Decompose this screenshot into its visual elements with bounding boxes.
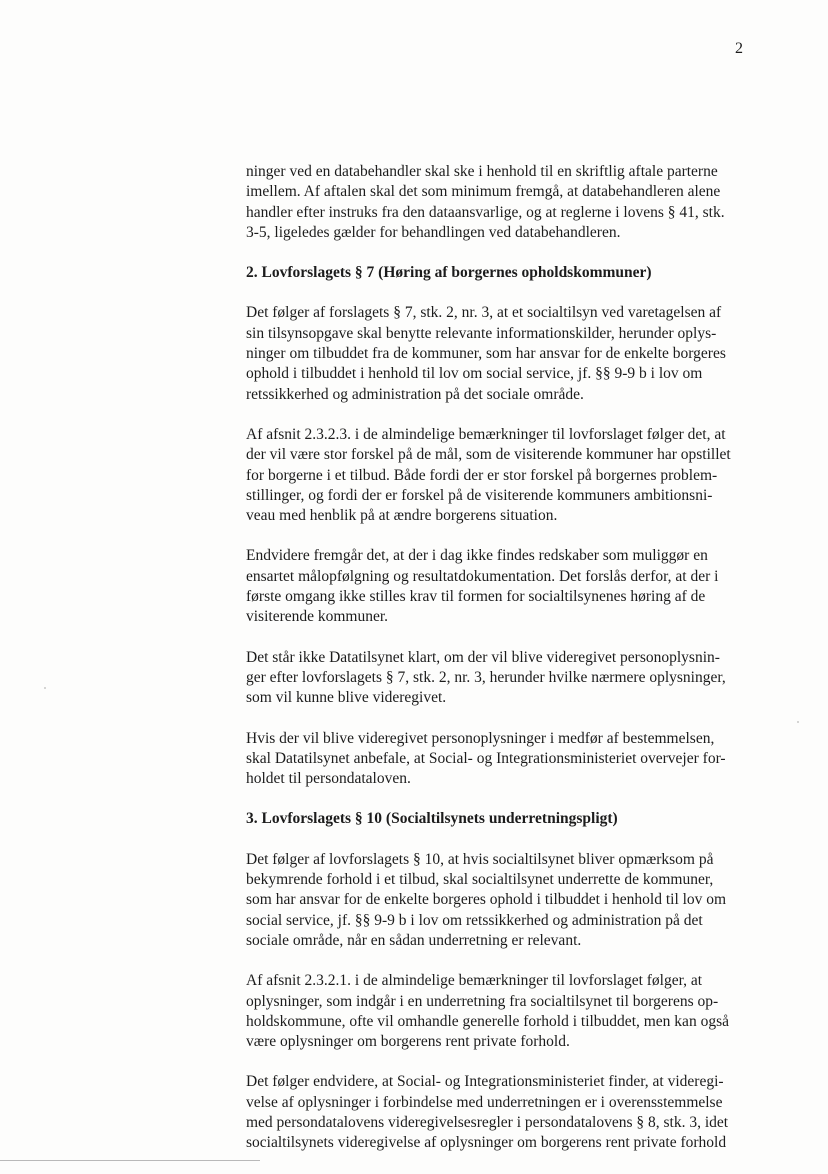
scan-edge-line [0, 1160, 260, 1161]
scan-speck [44, 687, 46, 689]
text-line: første omgang ikke stilles krav til formen for socialtilsynenes høring af de [246, 588, 706, 606]
text-line: imellem. Af aftalen skal det som minimum fremgå, at databehandleren alene [246, 183, 721, 201]
text-line: stillinger, og fordi der er forskel på de visiterende kommuners ambitionsni- [246, 486, 713, 504]
text-line: handler efter instruks fra den dataansvarlige, og at reglerne i lovens § 41, stk. [246, 203, 725, 221]
text-line: retssikkerhed og administration på det sociale område. [246, 385, 584, 403]
text-line: være oplysninger om borgerens rent private forhold. [246, 1033, 570, 1051]
text-line: ninger ved en databehandler skal ske i henhold til en skriftlig aftale parterne [246, 163, 718, 180]
text-line: Af afsnit 2.3.2.3. i de almindelige bemærkninger til lovforslaget følger det, at [246, 425, 726, 443]
text-line: Det følger af forslagets § 7, stk. 2, nr. 3, at et socialtilsyn ved varetagelsen af [246, 304, 722, 322]
section-2-paragraph [246, 729, 766, 790]
text-line: oplysninger, som indgår i en underretning fra socialtilsynet til borgerens op- [246, 992, 719, 1010]
section-3-paragraph [246, 850, 766, 951]
scan-speck [797, 721, 799, 723]
text-line: social service, jf. §§ 9-9 b i lov om retssikkerhed og administration på det [246, 911, 703, 929]
text-line: ninger om tilbuddet fra de kommuner, som har ansvar for de enkelte borgeres [246, 345, 726, 363]
section-3-paragraph [246, 1072, 766, 1153]
text-line: Det følger af lovforslagets § 10, at hvis socialtilsynet bliver opmærksom på [246, 850, 714, 868]
text-line: Endvidere fremgår det, at der i dag ikke findes redskaber som muliggør en [246, 547, 708, 565]
text-line: som har ansvar for de enkelte borgeres ophold i tilbuddet i henhold til lov om [246, 891, 727, 909]
text-line: velse af oplysninger i forbindelse med underretningen er i overensstemmelse [246, 1093, 723, 1111]
text-line: skal Datatilsynet anbefale, at Social- og Integrationsministeriet overvejer for- [246, 749, 726, 767]
text-line: for borgerne i et tilbud. Både fordi der er stor forskel på borgernes problem- [246, 466, 718, 484]
text-line: sociale område, når en sådan underretning er relevant. [246, 931, 582, 949]
text-line: ophold i tilbuddet i henhold til lov om social service, jf. §§ 9-9 b i lov om [246, 365, 703, 383]
text-line: med persondatalovens videregivelsesregler i persondatalovens § 8, stk. 3, idet [246, 1113, 729, 1131]
text-line: som vil kunne blive videregivet. [246, 689, 447, 707]
text-line: sin tilsynsopgave skal benytte relevante informationskilder, herunder oplys- [246, 324, 717, 342]
text-line: bekymrende forhold i et tilbud, skal socialtilsynet underrette de kommuner, [246, 871, 714, 889]
text-line: holdskommune, ofte vil omhandle generelle forhold i tilbuddet, men kan også [246, 1012, 729, 1030]
section-2-paragraph [246, 648, 766, 709]
text-line: 3-5, ligeledes gælder for behandlingen ved databehandleren. [246, 223, 621, 241]
text-line: veau med henblik på at ændre borgerens situation. [246, 507, 558, 525]
text-line: socialtilsynets videregivelse af oplysninger om borgerens rent private forhold [246, 1134, 727, 1152]
text-line: Det følger endvidere, at Social- og Integrationsministeriet finder, at videregi- [246, 1073, 724, 1091]
text-line: Af afsnit 2.3.2.1. i de almindelige bemærkninger til lovforslaget følger, at [246, 972, 703, 990]
section-2 [246, 263, 766, 789]
document-body [246, 162, 766, 1174]
page-number: 2 [735, 40, 743, 57]
text-line: der vil være stor forskel på de mål, som de visiterende kommuner har opstillet [246, 446, 731, 464]
text-line: Det står ikke Datatilsynet klart, om der vil blive videregivet personoplysnin- [246, 648, 720, 666]
section-2-heading: 2. Lovforslagets § 7 (Høring af borgernes opholdskommuner) [246, 264, 652, 282]
section-2-paragraph [246, 425, 766, 526]
text-line: holdet til persondataloven. [246, 770, 411, 788]
section-3-heading: 3. Lovforslagets § 10 (Socialtilsynets underretningspligt) [246, 810, 618, 828]
text-line: Hvis der vil blive videregivet personoplysninger i medfør af bestemmelsen, [246, 729, 715, 747]
section-3-paragraph [246, 971, 766, 1052]
text-line: ger efter lovforslagets § 7, stk. 2, nr. 3, herunder hvilke nærmere oplysninger, [246, 668, 726, 686]
section-2-paragraph [246, 546, 766, 627]
section-2-paragraph [246, 303, 766, 404]
text-line: ensartet målopfølgning og resultatdokumentation. Det forslås derfor, at der i [246, 567, 719, 585]
intro-paragraph [246, 162, 766, 243]
text-line: visiterende kommuner. [246, 608, 389, 626]
section-3 [246, 809, 766, 1153]
